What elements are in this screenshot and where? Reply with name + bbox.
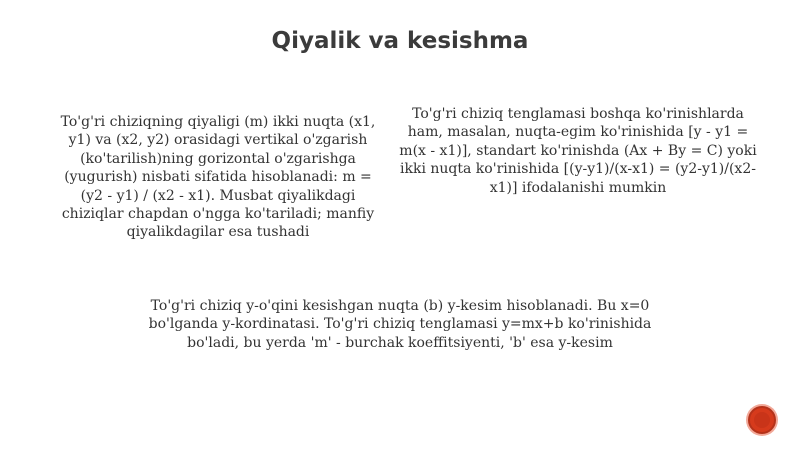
y-intercept-text-block: To'g'ri chiziq y-o'qini kesishgan nuqta (b) y-kesim hisoblanadi. Bu x=0 bo'lganda y-kordinatasi. To'g'ri chiziq tenglamasi y=mx+b ko'rinishida bo'ladi, bu yerda 'm' - burchak koeffitsiyenti, 'b' esa y-kesim xyxy=(148,298,652,351)
slide-title: Qiyalik va kesishma xyxy=(271,28,529,54)
line-equation-forms-text-block: To'g'ri chiziq tenglamasi boshqa ko'rinishlarda ham, masalan, nuqta-egim ko'rinishida [y - y1 = m(x - x1)], standart ko'rinishda (Ax + By = C) yoki ikki nuqta ko'rinishida [(y-y1)/(x-x1) = (y2-y1)/(x2-x1)] ifodalanishi mumkin xyxy=(399,106,757,196)
circle-nav-icon[interactable] xyxy=(748,406,776,434)
slope-text-block: To'g'ri chiziqning qiyaligi (m) ikki nuqta (x1, y1) va (x2, y2) orasidagi vertikal o'zgarish (ko'tarilish)ning gorizontal o'zgarishga (yugurish) nisbati sifatida hisoblanadi: m = (y2 - y1) / (x2 - x1). Musbat qiyalikdagi chiziqlar chapdan o'ngga ko'tariladi; manfiy qiyalikdagilar esa tushadi xyxy=(60,114,376,241)
